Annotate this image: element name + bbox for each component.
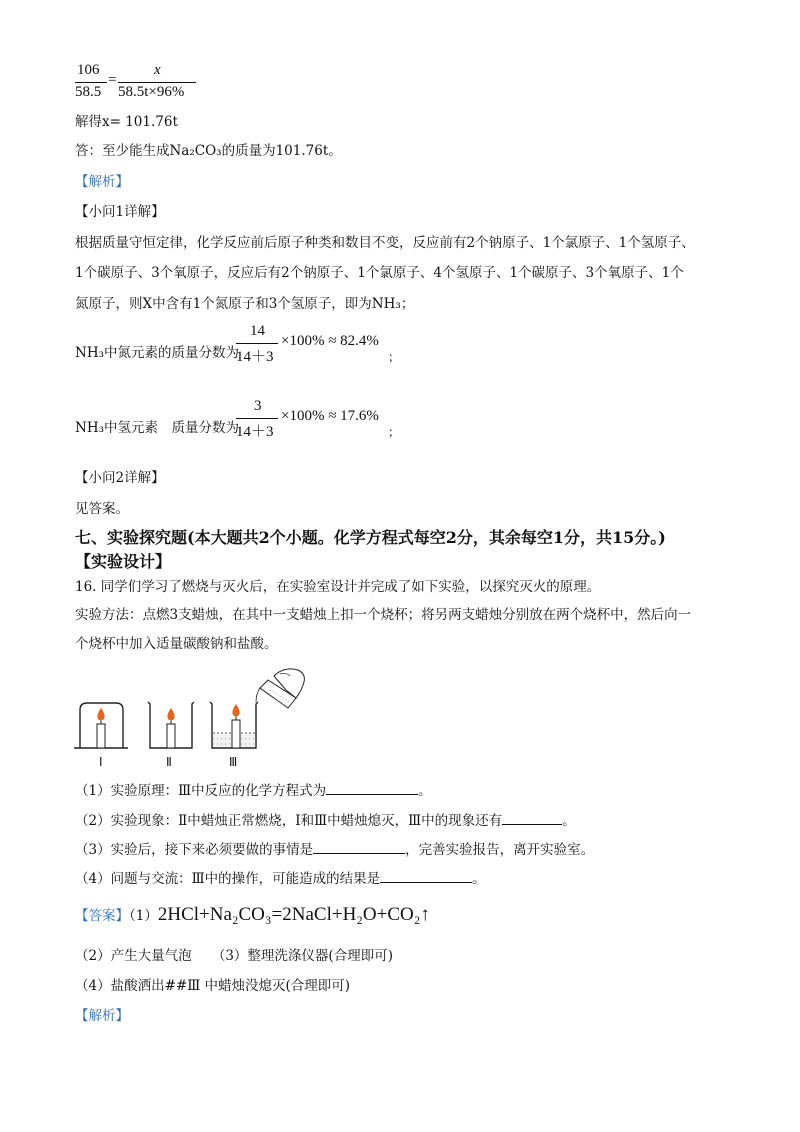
hydrogen-fraction-result: ×100% ≈ 17.6% [281,408,379,424]
candle-1 [97,720,105,748]
fraction-numerator: x [154,62,161,78]
answer-16-line-2: （2）产生大量气泡 （3）整理洗涤仪器(合理即可) [75,948,393,964]
part-2-text: （2）实验现象：Ⅱ中蜡烛正常燃烧，Ⅰ和Ⅲ中蜡烛熄灭，Ⅲ中的现象还有 [75,813,503,829]
equals-sign: = [108,72,117,88]
label-II: Ⅱ [166,755,172,769]
flame-icon [167,708,174,721]
nitrogen-fraction [236,323,280,365]
answer-1-prefix: （1） [129,908,158,924]
answer-blank[interactable] [502,811,562,825]
answer-blank[interactable] [326,781,418,795]
label-I: Ⅰ [99,755,103,769]
fraction-bar [236,343,278,344]
fraction-denominator: 58.5t×96% [118,84,185,100]
part-2-end: 。 [562,813,576,829]
question-16-part-4 [75,869,486,887]
part-1-text: （1）实验原理：Ⅲ中反应的化学方程式为 [75,783,327,799]
answer-16-line-3: （4）盐酸洒出##Ⅲ 中蜡烛没熄灭(合理即可) [75,978,351,994]
semicolon: ； [388,425,401,439]
answer-tag: 【答案】 [75,908,129,924]
semicolon: ； [388,350,401,364]
part-3-text: （3）实验后，接下来必须要做的事情是 [75,842,314,858]
q1-explanation-line: 根据质量守恒定律，化学反应前后原子种类和数目不变，反应前有2个钠原子、1个氯原子、1个氢原子、 [75,235,695,251]
fraction-bar [118,82,196,83]
analysis-tag: 【解析】 [75,174,129,190]
nitrogen-fraction-result: ×100% ≈ 82.4% [281,333,379,349]
fraction-numerator: 3 [254,398,262,414]
answer-blank[interactable] [380,869,472,883]
fraction-bar [75,82,107,83]
flame-icon [232,704,239,717]
hydrogen-fraction-label: NH₃中氢元素 质量分数为 [75,420,239,436]
part-4-end: 。 [472,871,486,887]
question-16-part-2 [75,811,576,829]
part-3-end: ，完善实验报告，离开实验室。 [405,842,595,858]
flame-icon [97,708,104,721]
ratio-left-fraction [75,62,109,102]
fraction-denominator: 14＋3 [236,424,274,440]
ratio-right-fraction [118,62,198,102]
subquestion-1-title: 【小问1详解】 [75,204,165,220]
method-line: 个烧杯中加入适量碳酸钠和盐酸。 [75,636,278,652]
fraction-numerator: 106 [77,62,100,78]
section-heading: 七、实验探究题(本大题共2个小题。化学方程式每空2分，其余每空1分，共15分。) [75,528,666,547]
question-16-part-1 [75,781,432,799]
answer-line: 答：至少能生成Na₂CO₃的质量为101.76t。 [75,143,342,159]
part-1-end: 。 [418,783,432,799]
q2-explanation: 见答案。 [75,501,129,517]
chemical-equation: 2HCl+Na₂CO₃=2NaCl+H₂O+CO₂↑ [157,904,430,925]
answer-blank[interactable] [313,840,405,854]
hydrogen-fraction [236,398,280,440]
candle-3 [232,716,240,748]
question-16-part-3 [75,840,594,858]
method-line: 实验方法：点燃3支蜡烛，在其中一支蜡烛上扣一个烧杯；将另两支蜡烛分别放在两个烧杯中，然后向一 [75,607,692,623]
label-III: Ⅲ [229,755,238,769]
subquestion-2-title: 【小问2详解】 [75,470,165,486]
analysis-tag: 【解析】 [75,1008,129,1024]
fraction-bar [236,418,278,419]
fraction-denominator: 14＋3 [236,349,274,365]
fraction-denominator: 58.5 [75,84,102,100]
nitrogen-fraction-label: NH₃中氮元素的质量分数为 [75,345,239,361]
question-16-intro: 16. 同学们学习了燃烧与灭火后，在实验室设计并完成了如下实验，以探究灭火的原理。 [75,579,601,595]
candle-2 [167,720,175,748]
part-4-text: （4）问题与交流：Ⅲ中的操作，可能造成的结果是 [75,871,381,887]
q1-explanation-line: 1个碳原子、3个氧原子，反应后有2个钠原子、1个氯原子、4个氢原子、1个碳原子、3个氧原子、1个 [75,265,684,281]
q1-explanation-line: 氮原子，则X中含有1个氮原子和3个氢原子，即为NH₃； [75,296,415,312]
fraction-numerator: 14 [250,323,265,339]
answer-16-line-1 [75,904,430,927]
solve-line: 解得x= 101.76t [75,114,178,130]
section-subheading: 【实验设计】 [75,552,172,571]
experiment-figure [70,660,330,770]
